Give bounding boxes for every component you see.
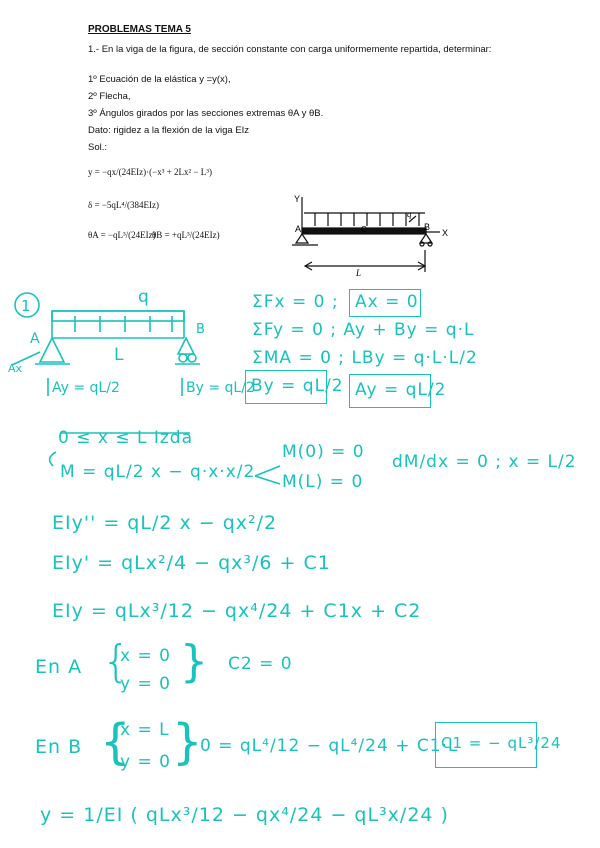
hw-b-y: y = 0 [120,752,171,772]
hw-ay-reaction: Ay = qL/2 [52,380,120,396]
fig-b-label: B [424,222,431,232]
solution-theta-a: θA = −qL³/(24EIz) [88,230,156,240]
hw-brace-b-left: { [100,714,132,770]
hw-ei-first: EIy' = qLx²/4 − qx³/6 + C1 [52,552,331,574]
hw-dmdx: dM/dx = 0 ; x = L/2 [392,452,577,472]
hw-ml: M(L) = 0 [282,472,364,492]
item-1: 1º Ecuación de la elástica y =y(x), [88,74,231,85]
hw-en-a: En A [35,656,83,678]
hw-box-ax-text: Ax = 0 [355,292,419,312]
solution-theta-b: θB = +qL³/(24EIz) [152,230,220,240]
hw-a-x: x = 0 [120,646,171,666]
hw-eq-b: 0 = qL⁴/12 − qL⁴/24 + C1·L [200,736,459,756]
problem-title: PROBLEMAS TEMA 5 [88,24,191,35]
hw-q-label: q [138,287,149,307]
hw-a-y: y = 0 [120,674,171,694]
fig-c-label: C [361,225,367,234]
fig-q-label: q [407,209,412,219]
fig-l-label: L [356,268,362,278]
hw-ax-label: Ax [8,362,23,375]
fig-y-label: Y [294,194,301,204]
hw-a-label: A [30,331,40,347]
hw-final-elastic: y = 1/EI ( qLx³/12 − qx⁴/24 − qL³x/24 ) [40,804,449,826]
hw-box-c1-text: C1 = − qL³/24 [441,734,562,752]
hw-m0: M(0) = 0 [282,442,365,462]
hw-box-ay-text: Ay = qL/2 [355,380,447,400]
hw-brace-a-left: { [102,636,131,687]
fig-a-label: A [295,224,302,234]
hw-en-b: En B [35,736,83,758]
item-3: 3º Ángulos girados por las secciones extremas θA y θB. [88,108,324,119]
hw-ei-second: EIy'' = qL/2 x − qx²/2 [52,512,278,534]
hw-moment: M = qL/2 x − q·x·x/2 [60,462,256,482]
hw-b-label: B [196,322,205,337]
hw-c2: C2 = 0 [228,654,293,674]
hw-eq-sum-fx: ΣFx = 0 ; [252,292,339,312]
hw-range: 0 ≤ x ≤ L Izda [58,428,194,448]
dato-line: Dato: rigidez a la flexión de la viga EIz [88,125,250,136]
item-2: 2º Flecha, [88,91,131,102]
solution-elastic: y = −qx/(24EIz)·(−x³ + 2Lx² − L³) [88,167,212,177]
hw-by-reaction: By = qL/2 [186,380,255,396]
solution-deflection: δ = −5qL⁴/(384EIz) [88,200,160,210]
hw-box-by-text: By = qL/2 [251,376,344,396]
hw-eq-sum-ma: ΣMA = 0 ; LBy = q·L·L/2 [252,348,478,368]
hw-length-label: L [114,345,124,365]
fig-x-label: X [442,228,449,238]
hw-brace-a-right: } [180,636,209,687]
hw-step-number: 1 [21,297,31,315]
hw-brace-b-right: } [172,714,204,770]
hw-ei-deflection: EIy = qLx³/12 − qx⁴/24 + C1x + C2 [52,600,422,622]
sol-label: Sol.: [88,142,108,153]
problem-statement: 1.- En la viga de la figura, de sección constante con carga uniformemente repartida, determinar: [88,44,492,55]
hw-b-x: x = L [120,720,170,740]
hw-eq-sum-fy: ΣFy = 0 ; Ay + By = q·L [252,320,475,340]
